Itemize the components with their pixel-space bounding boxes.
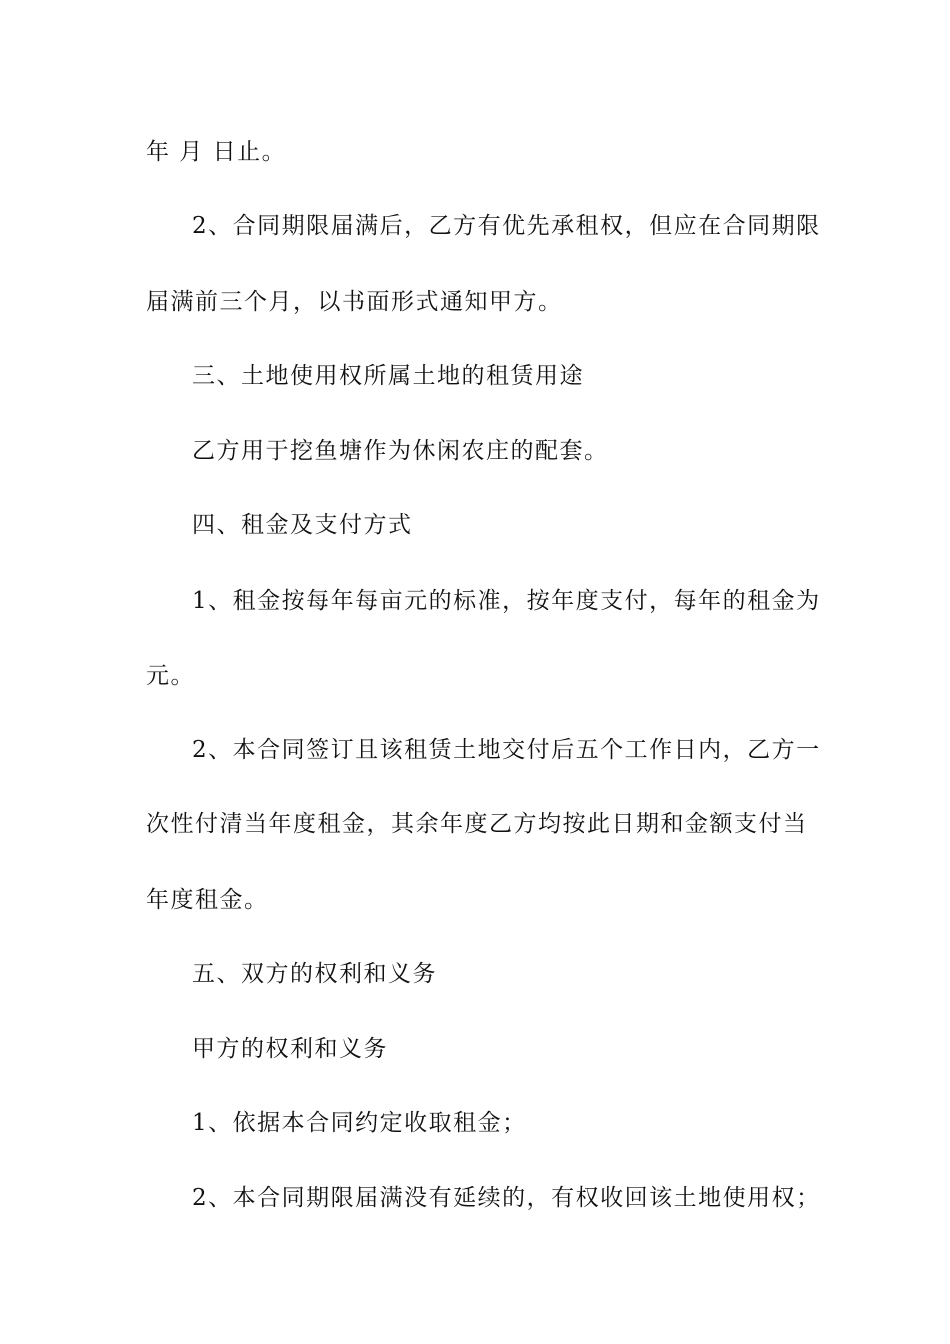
text-line: 届满前三个月，以书面形式通知甲方。 [146, 289, 563, 315]
text-line: 元。 [146, 663, 195, 689]
text-line: 1、租金按每年每亩元的标准，按年度支付，每年的租金为 [192, 588, 821, 614]
text-line: 乙方用于挖鱼塘作为休闲农庄的配套。 [192, 438, 609, 464]
section-heading: 三、土地使用权所属土地的租赁用途 [192, 363, 584, 389]
text-line: 1、依据本合同约定收取租金； [192, 1110, 527, 1136]
text-line: 年度租金。 [146, 887, 269, 913]
text-line: 次性付清当年度租金，其余年度乙方均按此日期和金额支付当 [146, 811, 808, 837]
text-line: 年 月 日止。 [146, 139, 287, 165]
text-line: 2、合同期限届满后，乙方有优先承租权，但应在合同期限 [192, 213, 821, 239]
subsection-heading: 甲方的权利和义务 [192, 1036, 388, 1062]
text-line: 2、本合同期限届满没有延续的，有权收回该土地使用权； [192, 1185, 821, 1211]
section-heading: 五、双方的权利和义务 [192, 961, 437, 987]
section-heading: 四、租金及支付方式 [192, 512, 413, 538]
text-line: 2、本合同签订且该租赁土地交付后五个工作日内，乙方一 [192, 737, 821, 763]
